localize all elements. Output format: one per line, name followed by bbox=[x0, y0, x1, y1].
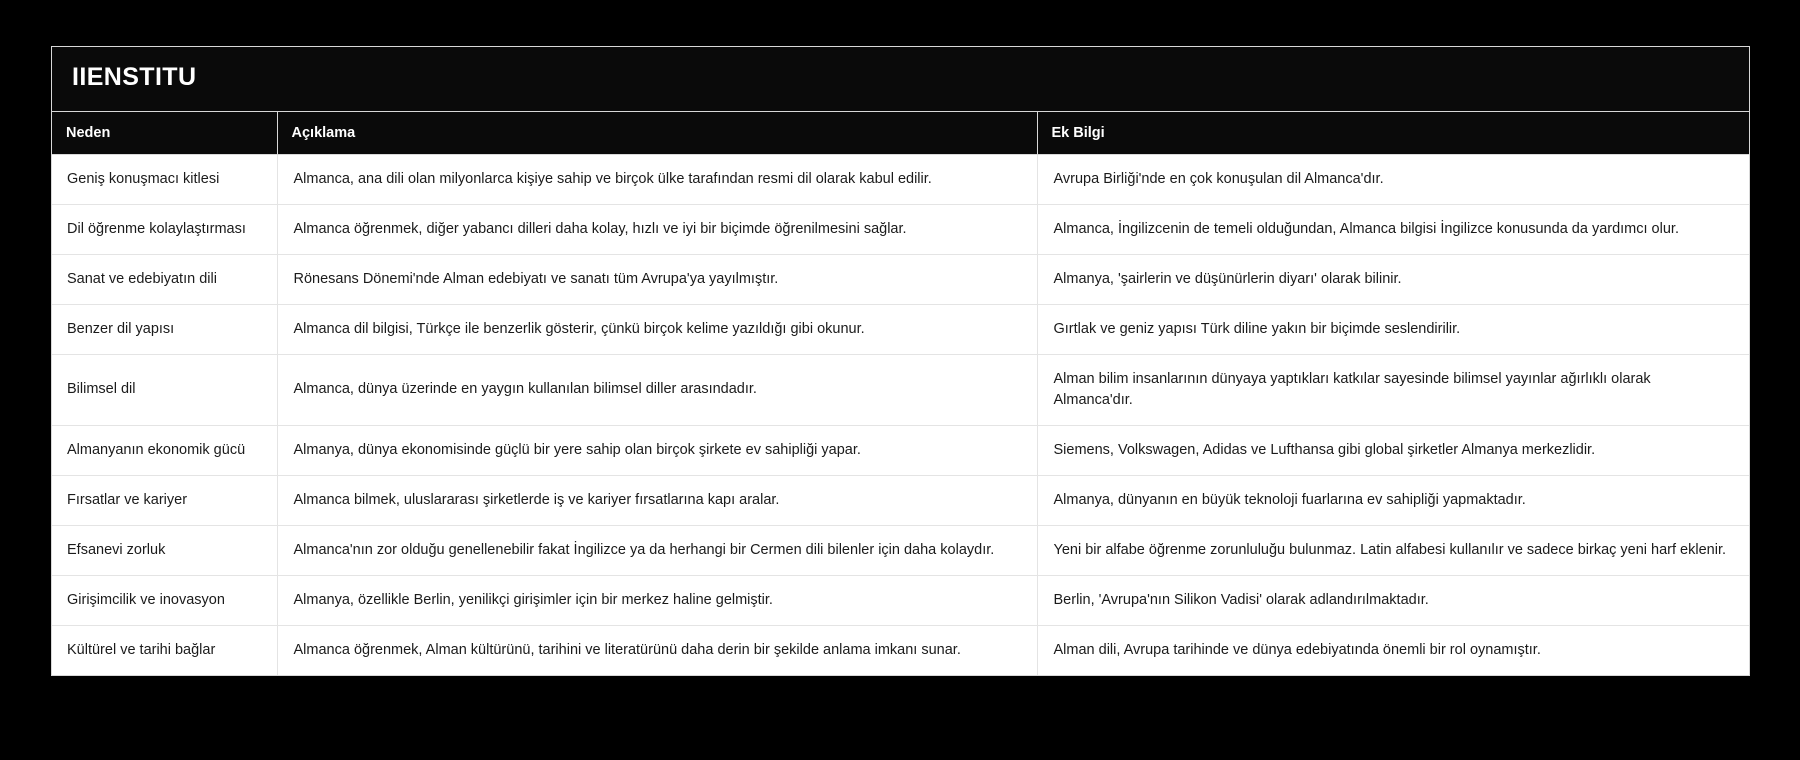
cell-neden: Benzer dil yapısı bbox=[52, 304, 277, 354]
cell-neden: Sanat ve edebiyatın dili bbox=[52, 254, 277, 304]
table-row bbox=[52, 354, 1749, 425]
cell-aciklama: Almanca, dünya üzerinde en yaygın kullanılan bilimsel diller arasındadır. bbox=[277, 354, 1037, 425]
column-header-aciklama: Açıklama bbox=[277, 112, 1037, 155]
cell-aciklama: Almanya, dünya ekonomisinde güçlü bir yere sahip olan birçok şirkete ev sahipliği yapar. bbox=[277, 425, 1037, 475]
cell-aciklama: Almanya, özellikle Berlin, yenilikçi girişimler için bir merkez haline gelmiştir. bbox=[277, 575, 1037, 625]
cell-aciklama: Almanca öğrenmek, Alman kültürünü, tarihini ve literatürünü daha derin bir şekilde anlama imkanı sunar. bbox=[277, 625, 1037, 675]
brand-header bbox=[52, 47, 1749, 112]
cell-neden: Girişimcilik ve inovasyon bbox=[52, 575, 277, 625]
table-row bbox=[52, 204, 1749, 254]
cell-aciklama: Almanca öğrenmek, diğer yabancı dilleri daha kolay, hızlı ve iyi bir biçimde öğrenilmesini sağlar. bbox=[277, 204, 1037, 254]
cell-neden: Efsanevi zorluk bbox=[52, 525, 277, 575]
table-body bbox=[52, 154, 1749, 675]
cell-ek-bilgi: Alman bilim insanlarının dünyaya yaptıkları katkılar sayesinde bilimsel yayınlar ağırlıklı olarak Almanca'dır. bbox=[1037, 354, 1749, 425]
column-header-ek-bilgi: Ek Bilgi bbox=[1037, 112, 1749, 155]
cell-aciklama: Almanca dil bilgisi, Türkçe ile benzerlik gösterir, çünkü birçok kelime yazıldığı gibi okunur. bbox=[277, 304, 1037, 354]
brand-title: IIENSTITU bbox=[72, 63, 197, 91]
table-header bbox=[52, 112, 1749, 155]
cell-aciklama: Rönesans Dönemi'nde Alman edebiyatı ve sanatı tüm Avrupa'ya yayılmıştır. bbox=[277, 254, 1037, 304]
cell-ek-bilgi: Siemens, Volkswagen, Adidas ve Lufthansa gibi global şirketler Almanya merkezlidir. bbox=[1037, 425, 1749, 475]
table-row bbox=[52, 475, 1749, 525]
table-row bbox=[52, 425, 1749, 475]
cell-ek-bilgi: Almanya, dünyanın en büyük teknoloji fuarlarına ev sahipliği yapmaktadır. bbox=[1037, 475, 1749, 525]
table-header-row bbox=[52, 112, 1749, 155]
table-row bbox=[52, 575, 1749, 625]
info-table-card bbox=[51, 46, 1750, 676]
cell-ek-bilgi: Yeni bir alfabe öğrenme zorunluluğu bulunmaz. Latin alfabesi kullanılır ve sadece birkaç yeni harf eklenir. bbox=[1037, 525, 1749, 575]
cell-ek-bilgi: Alman dili, Avrupa tarihinde ve dünya edebiyatında önemli bir rol oynamıştır. bbox=[1037, 625, 1749, 675]
cell-neden: Almanyanın ekonomik gücü bbox=[52, 425, 277, 475]
reasons-table bbox=[52, 112, 1749, 675]
cell-aciklama: Almanca'nın zor olduğu genellenebilir fakat İngilizce ya da herhangi bir Cermen dili bilenler için daha kolaydır. bbox=[277, 525, 1037, 575]
cell-aciklama: Almanca bilmek, uluslararası şirketlerde iş ve kariyer fırsatlarına kapı aralar. bbox=[277, 475, 1037, 525]
cell-ek-bilgi: Avrupa Birliği'nde en çok konuşulan dil Almanca'dır. bbox=[1037, 154, 1749, 204]
cell-ek-bilgi: Berlin, 'Avrupa'nın Silikon Vadisi' olarak adlandırılmaktadır. bbox=[1037, 575, 1749, 625]
cell-ek-bilgi: Almanca, İngilizcenin de temeli olduğundan, Almanca bilgisi İngilizce konusunda da yardımcı olur. bbox=[1037, 204, 1749, 254]
table-row bbox=[52, 525, 1749, 575]
cell-neden: Kültürel ve tarihi bağlar bbox=[52, 625, 277, 675]
table-row bbox=[52, 625, 1749, 675]
table-row bbox=[52, 304, 1749, 354]
cell-neden: Geniş konuşmacı kitlesi bbox=[52, 154, 277, 204]
cell-aciklama: Almanca, ana dili olan milyonlarca kişiye sahip ve birçok ülke tarafından resmi dil olarak kabul edilir. bbox=[277, 154, 1037, 204]
cell-neden: Dil öğrenme kolaylaştırması bbox=[52, 204, 277, 254]
cell-ek-bilgi: Gırtlak ve geniz yapısı Türk diline yakın bir biçimde seslendirilir. bbox=[1037, 304, 1749, 354]
column-header-neden: Neden bbox=[52, 112, 277, 155]
cell-neden: Fırsatlar ve kariyer bbox=[52, 475, 277, 525]
table-row bbox=[52, 254, 1749, 304]
cell-ek-bilgi: Almanya, 'şairlerin ve düşünürlerin diyarı' olarak bilinir. bbox=[1037, 254, 1749, 304]
table-row bbox=[52, 154, 1749, 204]
cell-neden: Bilimsel dil bbox=[52, 354, 277, 425]
